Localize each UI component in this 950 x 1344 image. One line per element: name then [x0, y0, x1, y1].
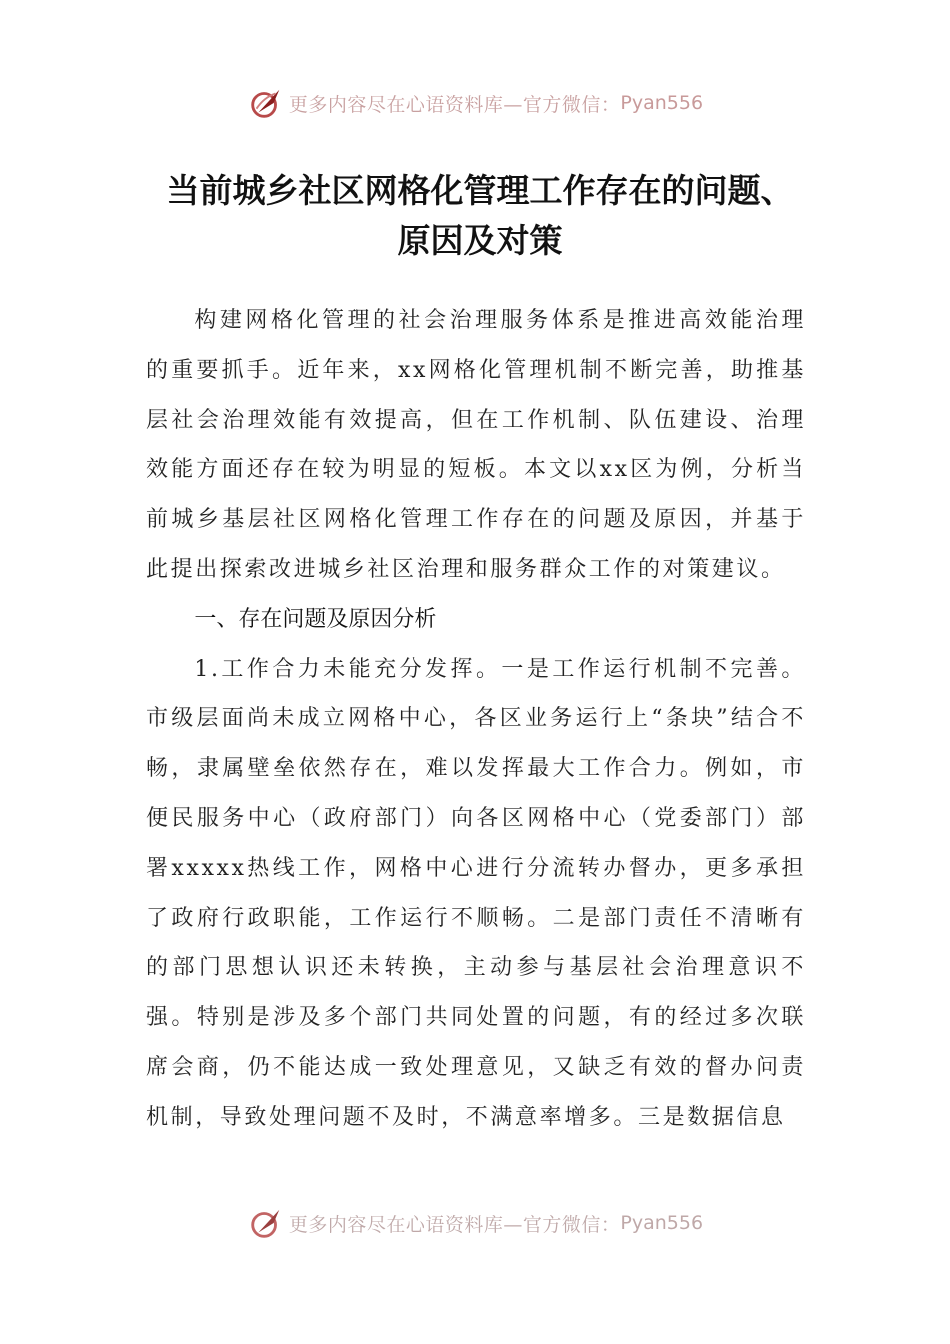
document-title	[130, 166, 830, 266]
quill-logo-icon	[247, 1204, 285, 1242]
footer-watermark-id: Pyan556	[620, 1212, 704, 1234]
watermark-text: 更多内容尽在心语资料库—官方微信：	[288, 93, 621, 116]
title-line-1: 当前城乡社区网格化管理工作存在的问题、	[166, 171, 794, 210]
intro-paragraph: 构建网格化管理的社会治理服务体系是推进高效能治理的重要抓手。近年来，xx网格化管理机制不断完善，助推基层社会治理效能有效提高，但在工作机制、队伍建设、治理效能方面还存在较为明显的短板。本文以xx区为例，分析当前城乡基层社区网格化管理工作存在的问题及原因，并基于此提出探索改进城乡社区治理和服务群众工作的对策建议。	[146, 308, 806, 582]
watermark-id: Pyan556	[620, 92, 704, 114]
footer-watermark-text: 更多内容尽在心语资料库—官方微信：	[288, 1213, 621, 1236]
paragraph-1: 1.工作合力未能充分发挥。一是工作运行机制不完善。市级层面尚未成立网格中心，各区业务运行上“条块”结合不畅，隶属壁垒依然存在，难以发挥最大工作合力。例如，市便民服务中心（政府部门）向各区网格中心（党委部门）部署xxxxx热线工作，网格中心进行分流转办督办，更多承担了政府行政职能，工作运行不顺畅。二是部门责任不清晰有的部门思想认识还未转换，主动参与基层社会治理意识不强。特别是涉及多个部门共同处置的问题，有的经过多次联席会商，仍不能达成一致处理意见，又缺乏有效的督办问责机制，导致处理问题不及时，不满意率增多。三是数据信息	[146, 656, 806, 1130]
section-heading: 一、存在问题及原因分析	[194, 606, 437, 632]
document-body	[146, 296, 806, 1143]
quill-logo-icon	[247, 84, 285, 122]
header-watermark	[0, 84, 950, 122]
title-line-2: 原因及对策	[397, 221, 563, 260]
footer-watermark	[0, 1206, 950, 1240]
